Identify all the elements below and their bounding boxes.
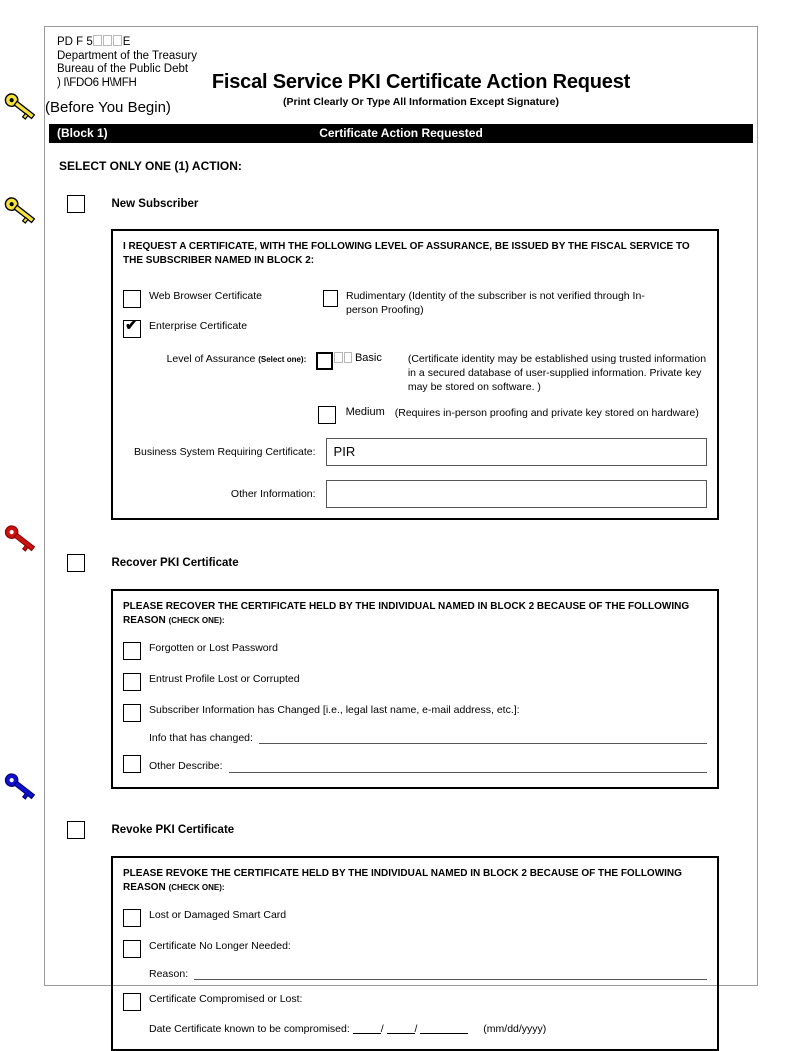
block1-instruction: SELECT ONLY ONE (1) ACTION:: [59, 159, 242, 173]
level-of-assurance-medium-row: [123, 406, 707, 424]
new-subscriber-panel: [111, 229, 719, 520]
section-recover: [45, 554, 757, 789]
other-information-input[interactable]: [326, 480, 707, 508]
recover-option-other[interactable]: [123, 754, 707, 773]
cert-type-column: [123, 278, 323, 338]
enterprise-certificate-label: Enterprise Certificate: [149, 320, 248, 332]
medium-description: (Requires in-person proofing and private key stored on hardware): [394, 407, 699, 419]
info-changed-label: Info that has changed:: [149, 732, 253, 744]
enterprise-certificate-checkbox[interactable]: [123, 320, 141, 338]
other-describe-checkbox[interactable]: [123, 755, 141, 773]
compromise-date-label: Date Certificate known to be compromised:: [149, 1023, 350, 1035]
business-system-label: Business System Requiring Certificate:: [134, 446, 316, 458]
basic-label: Basic: [354, 352, 382, 364]
rudimentary-row[interactable]: [323, 289, 707, 317]
agency-line-2: Bureau of the Public Debt: [57, 63, 189, 75]
subscriber-info-changed-checkbox[interactable]: [123, 704, 141, 722]
subscriber-info-changed-label: Subscriber Information has Changed [i.e., legal last name, e-mail address, etc.]:: [149, 704, 520, 716]
cert-type-columns: [123, 278, 707, 338]
cert-type-web-browser[interactable]: [123, 289, 323, 308]
form-number-suffix: E: [122, 36, 131, 48]
no-longer-needed-label: Certificate No Longer Needed:: [149, 940, 291, 952]
new-subscriber-panel-title: I REQUEST A CERTIFICATE, WITH THE FOLLOWING LEVEL OF ASSURANCE, BE ISSUED BY THE FISCAL SERVICE TO THE SUBSCRIBER NAMED IN BLOCK 2:: [123, 241, 690, 266]
level-of-assurance-hint: (Select one):: [258, 355, 307, 364]
revoke-option-no-longer-needed[interactable]: [123, 939, 707, 958]
compromise-date-month-input[interactable]: [353, 1023, 381, 1034]
revoke-panel-hint: (CHECK ONE):: [168, 883, 225, 892]
entrust-profile-label: Entrust Profile Lost or Corrupted: [149, 673, 300, 685]
medium-label: Medium: [345, 406, 385, 418]
reason-input[interactable]: [194, 968, 707, 980]
info-changed-input[interactable]: [259, 732, 707, 744]
compromise-date-format: (mm/dd/yyyy): [483, 1023, 547, 1035]
recover-panel-hint: (CHECK ONE):: [168, 616, 225, 625]
recover-label: Recover PKI Certificate: [111, 557, 239, 569]
certificate-compromised-checkbox[interactable]: [123, 993, 141, 1011]
info-changed-row: [149, 732, 707, 744]
revoke-panel-title: PLEASE REVOKE THE CERTIFICATE HELD BY THE INDIVIDUAL NAMED IN BLOCK 2 BECAUSE OF THE FOLLOWING REASON (CHECK ONE):: [123, 868, 682, 893]
rudimentary-checkbox[interactable]: [323, 290, 338, 307]
section-new-subscriber: [45, 195, 757, 520]
forgotten-password-checkbox[interactable]: [123, 642, 141, 660]
key-icon-blue-revoke: [0, 772, 46, 806]
other-information-label: Other Information:: [230, 488, 316, 500]
recover-option-forgotten[interactable]: [123, 641, 707, 660]
form-page: [44, 26, 758, 1035]
revoke-option-lost-card[interactable]: [123, 908, 707, 927]
medium-checkbox[interactable]: [318, 406, 335, 424]
level-of-assurance-label: Level of Assurance (Select one):: [166, 353, 307, 365]
block1-number: (Block 1): [57, 126, 108, 140]
compromise-date-year-input[interactable]: [420, 1023, 468, 1034]
reason-row: [149, 968, 707, 980]
compromise-date-row: Date Certificate known to be compromised: / / (mm/dd/yyyy): [149, 1023, 547, 1035]
revoke-panel: [111, 856, 719, 1051]
lost-smart-card-checkbox[interactable]: [123, 909, 141, 927]
recover-panel-title: PLEASE RECOVER THE CERTIFICATE HELD BY THE INDIVIDUAL NAMED IN BLOCK 2 BECAUSE OF THE FOLLOWING REASON (CHECK ONE):: [123, 601, 690, 626]
lost-smart-card-label: Lost or Damaged Smart Card: [149, 909, 287, 921]
revoke-option-compromised[interactable]: [123, 992, 707, 1011]
agency-line-1: Department of the Treasury: [57, 49, 197, 62]
revoke-checkbox[interactable]: [67, 821, 85, 839]
recover-panel: [111, 589, 719, 789]
web-browser-certificate-label: Web Browser Certificate: [149, 290, 263, 302]
block1-header-bar: [49, 124, 753, 143]
box-glyph-icon: [93, 35, 102, 46]
box-glyph-icon: [344, 352, 353, 363]
rudimentary-label: Rudimentary (Identity of the subscriber is not verified through In-person Proofing): [346, 290, 645, 316]
box-glyph-icon: [113, 35, 122, 46]
recover-checkbox[interactable]: [67, 554, 85, 572]
new-subscriber-row[interactable]: [45, 195, 757, 217]
basic-description: (Certificate identity may be established using trusted information in a secured database of user-supplied information. Private key may be stored on software. ): [407, 353, 707, 393]
compromise-date-day-input[interactable]: [387, 1023, 415, 1034]
key-icon-yellow-before-begin: [0, 92, 46, 126]
rudimentary-column: [323, 278, 707, 338]
forgotten-password-label: Forgotten or Lost Password: [149, 642, 278, 654]
key-icon-yellow-new-subscriber: [0, 196, 46, 230]
other-describe-label: Other Describe:: [149, 760, 223, 772]
medium-spacer: [123, 406, 308, 407]
new-subscriber-checkbox[interactable]: [67, 195, 85, 213]
key-icon-red-recover: [0, 524, 46, 558]
agency-line-3-garbled: ) I\FDO6 H\MFH: [57, 76, 137, 89]
entrust-profile-checkbox[interactable]: [123, 673, 141, 691]
recover-row[interactable]: [45, 554, 757, 576]
level-of-assurance-basic-row: [123, 352, 707, 394]
section-revoke: [45, 821, 757, 1051]
revoke-row[interactable]: [45, 821, 757, 843]
recover-option-entrust[interactable]: [123, 672, 707, 691]
cert-type-enterprise[interactable]: [123, 319, 323, 338]
business-system-input[interactable]: PIR: [326, 438, 707, 466]
basic-checkbox[interactable]: [316, 352, 333, 370]
recover-option-subscriber-info[interactable]: [123, 703, 707, 722]
page-subtitle: (Print Clearly Or Type All Information Except Signature): [283, 96, 559, 108]
new-subscriber-label: New Subscriber: [111, 198, 199, 210]
web-browser-certificate-checkbox[interactable]: [123, 290, 141, 308]
certificate-compromised-label: Certificate Compromised or Lost:: [149, 993, 303, 1005]
other-describe-input[interactable]: [229, 761, 707, 773]
before-you-begin-label: (Before You Begin): [45, 99, 171, 116]
form-number: PD F 5: [57, 36, 93, 48]
box-glyph-icon: [103, 35, 112, 46]
other-information-row: [123, 480, 707, 508]
revoke-label: Revoke PKI Certificate: [111, 824, 235, 836]
no-longer-needed-checkbox[interactable]: [123, 940, 141, 958]
block1-title: Certificate Action Requested: [319, 126, 483, 140]
form-number-line: [57, 35, 197, 50]
form-header: [45, 27, 757, 124]
box-glyph-icon: [334, 352, 343, 363]
business-system-row: [123, 438, 707, 466]
reason-label: Reason:: [149, 968, 189, 980]
page-title: Fiscal Service PKI Certificate Action Request: [211, 71, 631, 93]
